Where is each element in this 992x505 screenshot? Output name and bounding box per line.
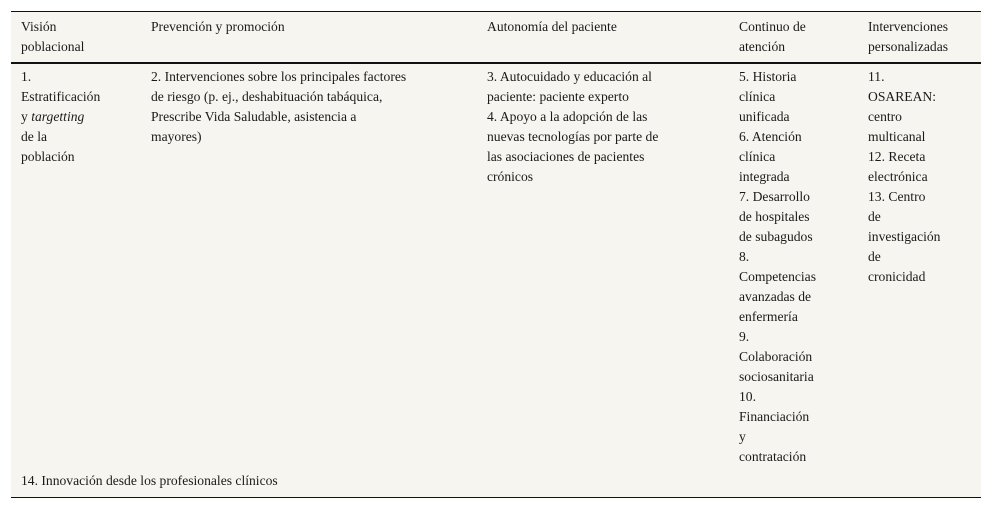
cell-line: unificada xyxy=(739,109,790,124)
cell-line: 12. Receta xyxy=(868,149,926,164)
cell-line: multicanal xyxy=(868,129,926,144)
cell-line: cronicidad xyxy=(868,269,926,284)
cell-line: mayores) xyxy=(151,129,202,144)
cell-line: de subagudos xyxy=(739,229,813,244)
cell-line: clínica xyxy=(739,149,776,164)
cell-line: 2. Intervenciones sobre los principales factores xyxy=(151,69,407,84)
cell-prevencion-promocion xyxy=(141,63,477,467)
cell-line: Colaboración xyxy=(739,349,813,364)
cell-line: paciente: paciente experto xyxy=(487,89,629,104)
cell-line: 5. Historia xyxy=(739,69,797,84)
cell-line: centro xyxy=(868,109,902,124)
cell-line: 9. xyxy=(739,329,750,344)
cell-line: Prescribe Vida Saludable, asistencia a xyxy=(151,109,357,124)
table-header-row xyxy=(11,12,981,63)
header-intervenciones-personalizadas: Intervenciones personalizadas xyxy=(858,12,981,63)
cell-line: 7. Desarrollo xyxy=(739,189,810,204)
cell-autonomia-paciente xyxy=(477,63,729,467)
table-row-items xyxy=(11,63,981,467)
cell-line: Competencias xyxy=(739,269,817,284)
cell-line: 3. Autocuidado y educación al xyxy=(487,69,652,84)
cell-line: de xyxy=(868,249,881,264)
cell-line: de riesgo (p. ej., deshabituación tabáquica, xyxy=(151,89,383,104)
cell-intervenciones-personalizadas xyxy=(858,63,981,467)
cell-line: Financiación xyxy=(739,409,810,424)
strategy-table-container xyxy=(11,11,981,498)
header-vision-poblacional: Visión poblacional xyxy=(11,12,141,63)
header-continuo-atencion: Continuo de atención xyxy=(729,12,858,63)
footer-innovacion: 14. Innovación desde los profesionales clínicos xyxy=(21,473,278,488)
cell-line: 11. xyxy=(868,69,885,84)
cell-line: electrónica xyxy=(868,169,928,184)
cell-line: 6. Atención xyxy=(739,129,802,144)
table-footer-row xyxy=(11,467,981,497)
cell-line: sociosanitaria xyxy=(739,369,814,384)
cell-line: 8. xyxy=(739,249,750,264)
cell-line: nuevas tecnologías por parte de xyxy=(487,129,659,144)
cell-line: integrada xyxy=(739,169,790,184)
cell-line: investigación xyxy=(868,229,941,244)
cell-line: de hospitales xyxy=(739,209,810,224)
strategy-table xyxy=(11,12,981,497)
cell-line: contratación xyxy=(739,449,807,464)
cell-line: enfermería xyxy=(739,309,798,324)
header-autonomia-paciente: Autonomía del paciente xyxy=(477,12,729,63)
cell-line: OSAREAN: xyxy=(868,89,936,104)
cell-line: 10. xyxy=(739,389,756,404)
cell-line: clínica xyxy=(739,89,776,104)
cell-line: avanzadas de xyxy=(739,289,812,304)
cell-vision-poblacional: 1. Estratificación y targetting de la población xyxy=(21,69,101,164)
targetting-term: targetting xyxy=(31,109,85,124)
cell-line: de xyxy=(868,209,881,224)
header-prevencion-promocion: Prevención y promoción xyxy=(141,12,477,63)
cell-line: 13. Centro xyxy=(868,189,926,204)
cell-line: 4. Apoyo a la adopción de las xyxy=(487,109,648,124)
cell-line: crónicos xyxy=(487,169,534,184)
cell-line: las asociaciones de pacientes xyxy=(487,149,645,164)
cell-continuo-atencion xyxy=(729,63,858,467)
cell-line: y xyxy=(739,429,746,444)
